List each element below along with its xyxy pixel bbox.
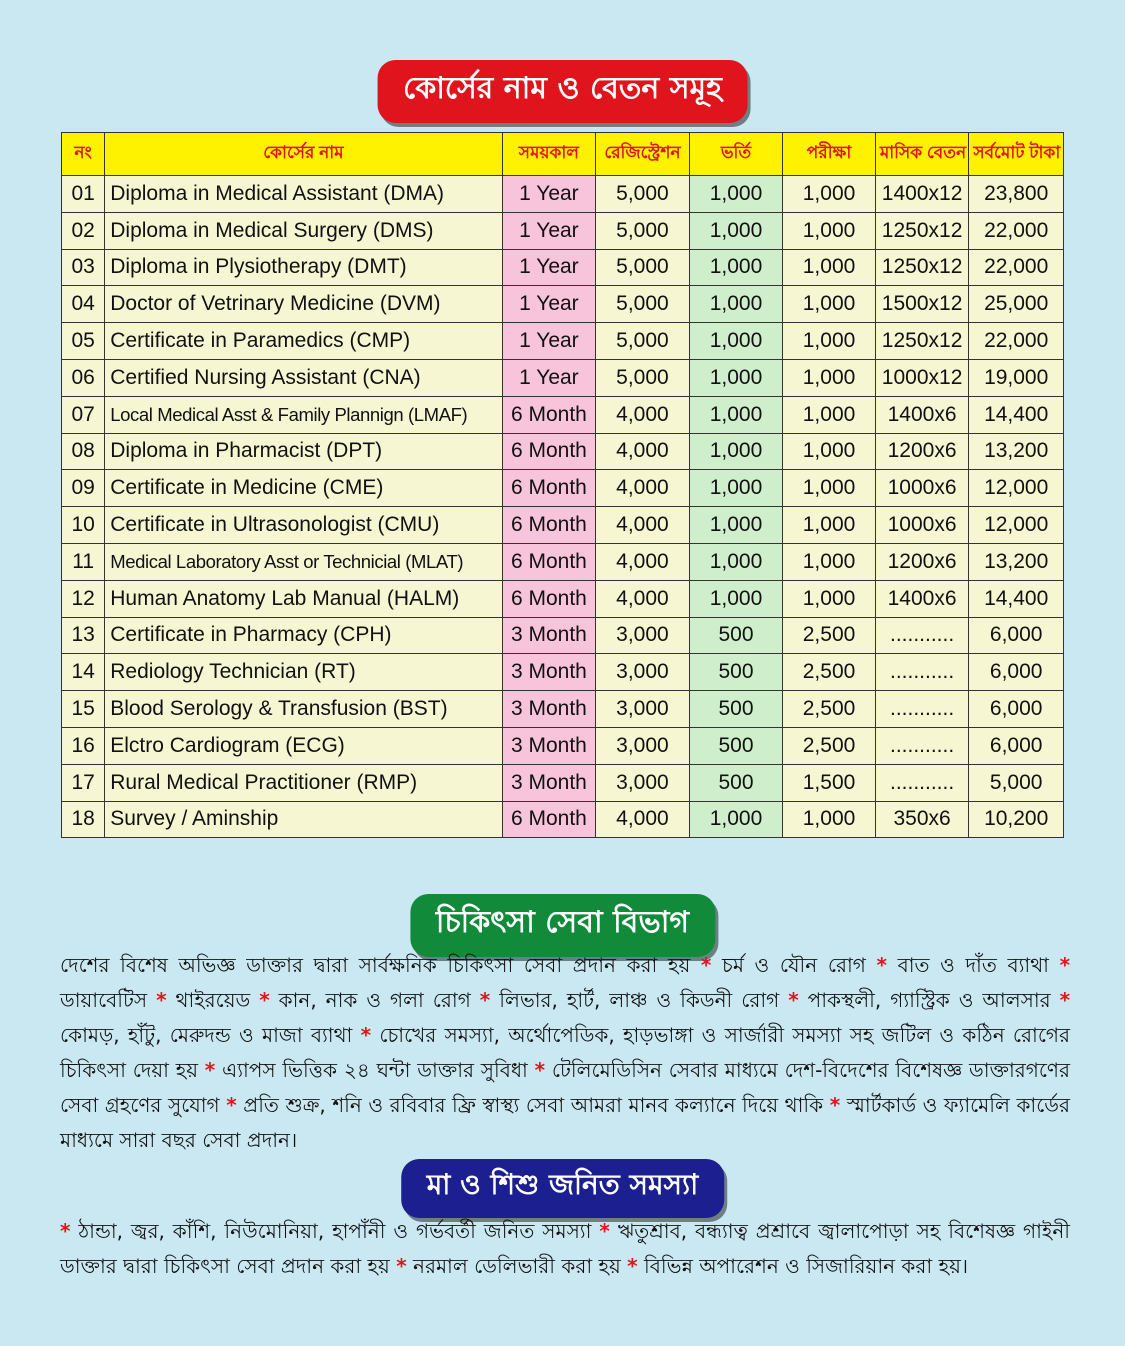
table-row: [62, 764, 1064, 801]
table-row: [62, 543, 1064, 580]
table-row: [62, 212, 1064, 249]
table-row: [62, 396, 1064, 433]
cell-serial: 12: [62, 580, 105, 617]
cell-admission: 1,000: [689, 507, 783, 544]
service-item: পাকস্থলী, গ্যাস্ট্রিক ও আলসার: [807, 988, 1051, 1012]
cell-duration: 3 Month: [502, 617, 596, 654]
bullet-star-icon: *: [627, 1254, 638, 1278]
cell-serial: 02: [62, 212, 105, 249]
cell-exam: 1,000: [783, 801, 876, 838]
header-duration: সময়কাল: [502, 133, 596, 176]
cell-registration: 5,000: [596, 212, 690, 249]
table-header-row: [62, 133, 1064, 176]
cell-monthly-fee: ...........: [875, 691, 969, 728]
cell-exam: 1,000: [783, 249, 876, 286]
table-row: [62, 580, 1064, 617]
cell-total: 6,000: [969, 691, 1064, 728]
service-item: নরমাল ডেলিভারী করা হয়: [413, 1254, 621, 1278]
header-registration: রেজিস্ট্রেশন: [596, 133, 690, 176]
bullet-star-icon: *: [829, 1093, 841, 1117]
table-row: [62, 507, 1064, 544]
medical-service-banner: চিকিৎসা সেবা বিভাগ: [410, 894, 715, 957]
cell-admission: 1,000: [689, 433, 783, 470]
cell-registration: 5,000: [596, 286, 690, 323]
cell-admission: 1,000: [689, 396, 783, 433]
cell-exam: 1,000: [783, 507, 876, 544]
cell-registration: 3,000: [596, 654, 690, 691]
cell-total: 6,000: [969, 617, 1064, 654]
service-item: চোখের সমস্যা, অর্থোপেডিক, হাড়ভাঙ্গা ও সার্জারী সমস্যা সহ জটিল ও কঠিন রোগের চিকিৎসা দেয়া হয়: [60, 1023, 1070, 1082]
header-admission: ভর্তি: [689, 133, 783, 176]
service-item: টেলিমেডিসিন সেবার মাধ্যমে দেশ-বিদেশের বিশেষজ্ঞ ডাক্তারগণের সেবা গ্রহণের সুযোগ: [60, 1058, 1071, 1117]
cell-admission: 500: [689, 764, 783, 801]
cell-registration: 4,000: [596, 433, 690, 470]
cell-exam: 1,000: [783, 470, 876, 507]
table-row: [62, 323, 1064, 360]
cell-serial: 15: [62, 691, 105, 728]
cell-total: 12,000: [969, 507, 1064, 544]
cell-total: 13,200: [969, 543, 1064, 580]
service-item: লিভার, হার্ট, লাঞ্চ ও কিডনী রোগ: [499, 988, 780, 1012]
cell-course-name: Diploma in Medical Assistant (DMA): [105, 176, 502, 213]
table-row: [62, 801, 1064, 838]
bullet-star-icon: *: [700, 953, 712, 977]
cell-admission: 1,000: [689, 470, 783, 507]
cell-course-name: Rural Medical Practitioner (RMP): [105, 764, 502, 801]
cell-admission: 1,000: [689, 323, 783, 360]
cell-registration: 4,000: [596, 470, 690, 507]
cell-monthly-fee: 1000x12: [875, 359, 969, 396]
service-item: কোমড়, হাঁটু, মেরুদন্ড ও মাজা ব্যাথা: [60, 1023, 353, 1047]
bullet-star-icon: *: [1059, 953, 1071, 977]
bullet-star-icon: *: [360, 1023, 372, 1047]
bullet-star-icon: *: [599, 1219, 610, 1243]
header-course-name: কোর্সের নাম: [105, 133, 502, 176]
cell-course-name: Doctor of Vetrinary Medicine (DVM): [105, 286, 502, 323]
cell-exam: 2,500: [783, 727, 876, 764]
cell-course-name: Certificate in Pharmacy (CPH): [105, 617, 502, 654]
cell-monthly-fee: 1000x6: [875, 470, 969, 507]
cell-monthly-fee: ...........: [875, 617, 969, 654]
bullet-star-icon: *: [204, 1058, 216, 1082]
cell-registration: 4,000: [596, 507, 690, 544]
cell-duration: 1 Year: [502, 286, 596, 323]
cell-total: 12,000: [969, 470, 1064, 507]
cell-course-name: Certificate in Ultrasonologist (CMU): [105, 507, 502, 544]
cell-registration: 4,000: [596, 543, 690, 580]
cell-serial: 03: [62, 249, 105, 286]
course-fee-table: [61, 132, 1064, 838]
table-row: [62, 727, 1064, 764]
service-item: চর্ম ও যৌন রোগ: [722, 953, 866, 977]
bullet-star-icon: *: [60, 1219, 71, 1243]
cell-total: 14,400: [969, 396, 1064, 433]
cell-monthly-fee: 1400x6: [875, 580, 969, 617]
service-item: দেশের বিশেষ অভিজ্ঞ ডাক্তার দ্বারা সার্বক্ষনিক চিকিৎসা সেবা প্রদান করা হয়: [60, 953, 691, 977]
cell-serial: 05: [62, 323, 105, 360]
cell-course-name: Medical Laboratory Asst or Technicial (MLAT): [105, 543, 502, 580]
table-row: [62, 176, 1064, 213]
cell-total: 22,000: [969, 323, 1064, 360]
cell-admission: 1,000: [689, 801, 783, 838]
service-item: থাইরয়েড: [175, 988, 251, 1012]
table-row: [62, 359, 1064, 396]
cell-exam: 1,000: [783, 580, 876, 617]
cell-serial: 01: [62, 176, 105, 213]
mother-child-text: [60, 1214, 1070, 1284]
bullet-star-icon: *: [226, 1093, 237, 1117]
cell-duration: 3 Month: [502, 654, 596, 691]
cell-duration: 1 Year: [502, 212, 596, 249]
cell-course-name: Survey / Aminship: [105, 801, 502, 838]
cell-registration: 4,000: [596, 396, 690, 433]
cell-duration: 6 Month: [502, 507, 596, 544]
cell-duration: 1 Year: [502, 176, 596, 213]
cell-exam: 1,000: [783, 433, 876, 470]
cell-registration: 3,000: [596, 691, 690, 728]
cell-admission: 1,000: [689, 359, 783, 396]
cell-monthly-fee: 1250x12: [875, 212, 969, 249]
header-serial: নং: [62, 133, 105, 176]
cell-serial: 18: [62, 801, 105, 838]
service-item: বিভিন্ন অপারেশন ও সিজারিয়ান করা হয়।: [644, 1254, 969, 1278]
cell-registration: 4,000: [596, 801, 690, 838]
table-row: [62, 470, 1064, 507]
cell-duration: 6 Month: [502, 801, 596, 838]
cell-course-name: Elctro Cardiogram (ECG): [105, 727, 502, 764]
cell-total: 6,000: [969, 727, 1064, 764]
cell-admission: 500: [689, 617, 783, 654]
cell-duration: 1 Year: [502, 249, 596, 286]
cell-serial: 10: [62, 507, 105, 544]
cell-duration: 6 Month: [502, 396, 596, 433]
cell-exam: 1,500: [783, 764, 876, 801]
cell-registration: 5,000: [596, 176, 690, 213]
table-row: [62, 617, 1064, 654]
service-item: প্রতি শুক্র, শনি ও রবিবার ফ্রি স্বাস্থ্য সেবা আমরা মানব কল্যানে দিয়ে থাকি: [243, 1093, 824, 1117]
cell-serial: 06: [62, 359, 105, 396]
table-row: [62, 691, 1064, 728]
cell-registration: 3,000: [596, 764, 690, 801]
service-item: ডায়াবেটিস: [60, 988, 148, 1012]
cell-duration: 6 Month: [502, 470, 596, 507]
cell-serial: 13: [62, 617, 105, 654]
cell-total: 25,000: [969, 286, 1064, 323]
service-item: কান, নাক ও গলা রোগ: [278, 988, 471, 1012]
cell-monthly-fee: 1250x12: [875, 249, 969, 286]
cell-admission: 1,000: [689, 286, 783, 323]
cell-admission: 500: [689, 727, 783, 764]
service-item: বাত ও দাঁত ব্যাথা: [897, 953, 1049, 977]
cell-course-name: Diploma in Pharmacist (DPT): [105, 433, 502, 470]
table-row: [62, 249, 1064, 286]
bullet-star-icon: *: [876, 953, 887, 977]
cell-duration: 3 Month: [502, 691, 596, 728]
cell-exam: 2,500: [783, 654, 876, 691]
header-monthly-fee: মাসিক বেতন: [875, 133, 969, 176]
cell-duration: 1 Year: [502, 359, 596, 396]
header-exam: পরীক্ষা: [783, 133, 876, 176]
cell-course-name: Certified Nursing Assistant (CNA): [105, 359, 502, 396]
cell-admission: 1,000: [689, 249, 783, 286]
cell-admission: 500: [689, 654, 783, 691]
cell-registration: 3,000: [596, 617, 690, 654]
cell-registration: 4,000: [596, 580, 690, 617]
cell-admission: 1,000: [689, 176, 783, 213]
cell-serial: 08: [62, 433, 105, 470]
cell-registration: 5,000: [596, 249, 690, 286]
cell-duration: 1 Year: [502, 323, 596, 360]
cell-serial: 14: [62, 654, 105, 691]
table-row: [62, 654, 1064, 691]
cell-monthly-fee: 1200x6: [875, 543, 969, 580]
cell-monthly-fee: ...........: [875, 764, 969, 801]
cell-duration: 3 Month: [502, 764, 596, 801]
service-item: স্মার্টকার্ড ও ফ্যামেলি কার্ডের মাধ্যমে সারা বছর সেবা প্রদান।: [60, 1093, 1070, 1152]
cell-course-name: Rediology Technician (RT): [105, 654, 502, 691]
cell-total: 5,000: [969, 764, 1064, 801]
cell-monthly-fee: 1500x12: [875, 286, 969, 323]
bullet-star-icon: *: [788, 988, 799, 1012]
cell-serial: 16: [62, 727, 105, 764]
cell-total: 22,000: [969, 212, 1064, 249]
cell-total: 13,200: [969, 433, 1064, 470]
cell-admission: 1,000: [689, 212, 783, 249]
cell-monthly-fee: ...........: [875, 654, 969, 691]
bullet-star-icon: *: [1059, 988, 1071, 1012]
cell-serial: 04: [62, 286, 105, 323]
bullet-star-icon: *: [479, 988, 491, 1012]
cell-total: 14,400: [969, 580, 1064, 617]
cell-admission: 1,000: [689, 580, 783, 617]
cell-exam: 2,500: [783, 691, 876, 728]
cell-exam: 1,000: [783, 176, 876, 213]
cell-duration: 3 Month: [502, 727, 596, 764]
table-row: [62, 286, 1064, 323]
bullet-star-icon: *: [396, 1254, 407, 1278]
cell-exam: 1,000: [783, 323, 876, 360]
cell-course-name: Certificate in Medicine (CME): [105, 470, 502, 507]
medical-service-text: [60, 948, 1070, 1158]
cell-registration: 5,000: [596, 323, 690, 360]
cell-exam: 1,000: [783, 286, 876, 323]
cell-monthly-fee: 1400x6: [875, 396, 969, 433]
cell-total: 10,200: [969, 801, 1064, 838]
service-item: ঋতুশ্রাব, বন্ধ্যাত্ব প্রশ্রাবে জ্বালাপোড়া সহ বিশেষজ্ঞ গাইনী ডাক্তার দ্বারা চিকিৎসা সেবা প্রদান করা হয়: [60, 1219, 1070, 1278]
cell-exam: 1,000: [783, 359, 876, 396]
cell-course-name: Human Anatomy Lab Manual (HALM): [105, 580, 502, 617]
cell-total: 19,000: [969, 359, 1064, 396]
cell-monthly-fee: 1200x6: [875, 433, 969, 470]
service-item: এ্যাপস ভিত্তিক ২৪ ঘন্টা ডাক্তার সুবিধা: [222, 1058, 528, 1082]
cell-course-name: Blood Serology & Transfusion (BST): [105, 691, 502, 728]
cell-monthly-fee: 1000x6: [875, 507, 969, 544]
bullet-star-icon: *: [534, 1058, 546, 1082]
cell-course-name: Diploma in Medical Surgery (DMS): [105, 212, 502, 249]
cell-duration: 6 Month: [502, 433, 596, 470]
cell-total: 23,800: [969, 176, 1064, 213]
bullet-star-icon: *: [259, 988, 270, 1012]
header-total: সর্বমোট টাকা: [969, 133, 1064, 176]
service-item: ঠান্ডা, জ্বর, কাঁশি, নিউমোনিয়া, হাপাঁনী ও গর্ভবর্তী জনিত সমস্যা: [78, 1219, 592, 1243]
cell-registration: 3,000: [596, 727, 690, 764]
cell-serial: 07: [62, 396, 105, 433]
cell-monthly-fee: 350x6: [875, 801, 969, 838]
cell-course-name: Diploma in Plysiotherapy (DMT): [105, 249, 502, 286]
cell-course-name: Local Medical Asst & Family Plannign (LMAF): [105, 396, 502, 433]
table-row: [62, 433, 1064, 470]
cell-monthly-fee: 1400x12: [875, 176, 969, 213]
cell-serial: 17: [62, 764, 105, 801]
cell-exam: 1,000: [783, 212, 876, 249]
cell-duration: 6 Month: [502, 580, 596, 617]
cell-admission: 1,000: [689, 543, 783, 580]
cell-total: 6,000: [969, 654, 1064, 691]
cell-monthly-fee: 1250x12: [875, 323, 969, 360]
cell-duration: 6 Month: [502, 543, 596, 580]
bullet-star-icon: *: [156, 988, 167, 1012]
mother-child-banner: মা ও শিশু জনিত সমস্যা: [401, 1159, 725, 1218]
cell-serial: 11: [62, 543, 105, 580]
course-list-banner: কোর্সের নাম ও বেতন সমূহ: [377, 60, 748, 123]
cell-admission: 500: [689, 691, 783, 728]
cell-registration: 5,000: [596, 359, 690, 396]
cell-total: 22,000: [969, 249, 1064, 286]
cell-exam: 1,000: [783, 543, 876, 580]
cell-monthly-fee: ...........: [875, 727, 969, 764]
cell-course-name: Certificate in Paramedics (CMP): [105, 323, 502, 360]
cell-exam: 2,500: [783, 617, 876, 654]
cell-serial: 09: [62, 470, 105, 507]
cell-exam: 1,000: [783, 396, 876, 433]
